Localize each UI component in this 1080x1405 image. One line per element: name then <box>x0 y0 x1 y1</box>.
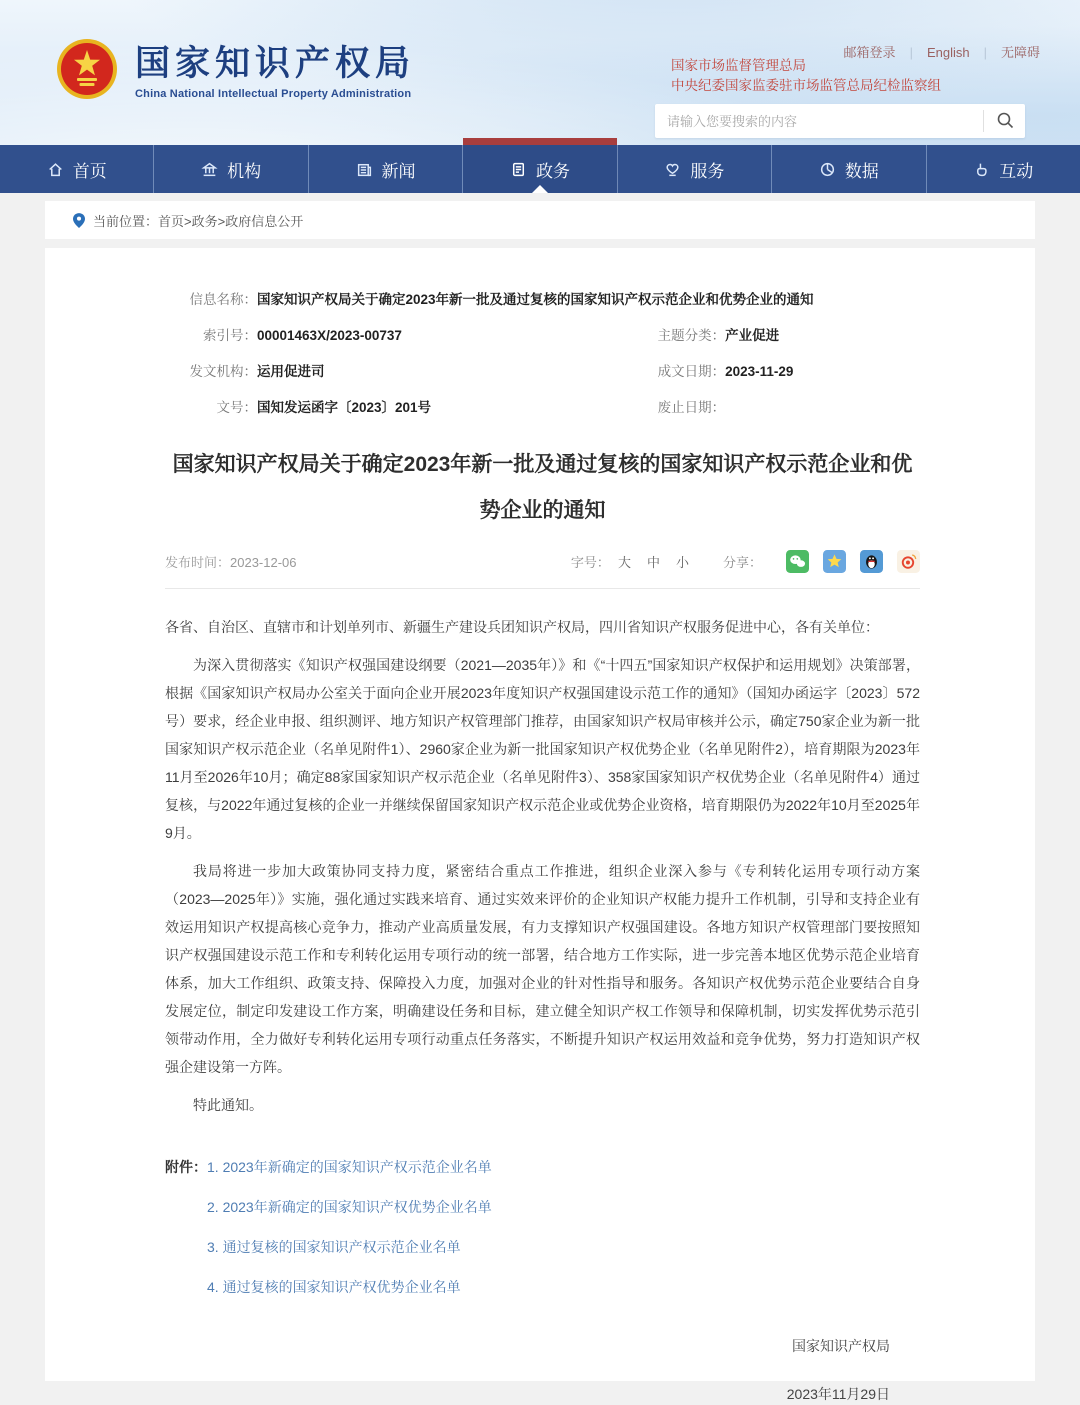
attachment-link-3[interactable]: 3. 通过复核的国家知识产权示范企业名单 <box>207 1239 461 1256</box>
attachments-label: 附件： <box>165 1159 207 1176</box>
nav-label: 政务 <box>535 161 570 181</box>
search-button[interactable] <box>983 110 1025 132</box>
nav-label: 首页 <box>72 161 107 181</box>
info-index-value: 00001463X/2023-00737 <box>257 328 402 343</box>
location-pin-icon <box>73 213 85 228</box>
nav-item-interaction[interactable] <box>927 145 1080 193</box>
attachment-link-4[interactable]: 4. 通过复核的国家知识产权优势企业名单 <box>207 1279 461 1296</box>
article-salutation: 各省、自治区、直辖市和计划单列市、新疆生产建设兵团知识产权局，四川省知识产权服务促进中心，各有关单位： <box>165 619 879 636</box>
related-agency-links <box>671 56 941 96</box>
attachments-block <box>165 1147 920 1307</box>
signature-date: 2023年11月29日 <box>786 1386 890 1403</box>
active-tab-pointer <box>532 185 548 193</box>
nav-label: 机构 <box>227 161 262 181</box>
article-paragraph-2: 我局将进一步加大政策协同支持力度，紧密结合重点工作推进，组织企业深入参与《专利转化运用专项行动方案（2023—2025年）》实施，强化通过实践来培育、通过实效来评价的企业知识产权能力提升工作机制，引导和支持企业有效运用知识产权提高核心竞争力，推动产业高质量发展，有力支撑知识产权强国建设。各地方知识产权管理部门要按照知识产权强国建设示范工作和专利转化运用专项行动的统一部署，结合地方工作实际，进一步完善本地区优势示范企业培育体系，加大工作组织、政策支持、保障投入力度，加强对企业的针对性指导和服务。各知识产权优势示范企业要结合自身发展定位，制定印发建设工作方案，明确建设任务和目标，建立健全知识产权工作领导和保障机制，切实发挥优势示范引领带动作用，全力做好专利转化运用专项行动重点任务落实，不断提升知识产权运用效益和竞争优势，努力打造知识产权强企建设第一方阵。 <box>165 863 920 1076</box>
document-icon <box>510 161 527 178</box>
agency-title-cn: 国家知识产权局 <box>135 43 416 83</box>
info-issuer-value: 运用促进司 <box>257 364 325 379</box>
nav-label: 数据 <box>844 161 879 181</box>
article-paragraph-1: 为深入贯彻落实《知识产权强国建设纲要（2021—2035年）》和《“十四五”国家知识产权保护和运用规划》决策部署，根据《国家知识产权局办公室关于面向企业开展2023年度知识产权强国建设示范工作的通知》（国知办函运字〔2023〕572号）要求，经企业申报、组织测评、地方知识产权管理部门推荐，由国家知识产权局审核并公示，确定750家企业为新一批国家知识产权示范企业（名单见附件1）、2960家企业为新一批国家知识产权优势企业（名单见附件2），培育期限为2023年11月至2026年10月；确定88家国家知识产权示范企业（名单见附件3）、358家国家知识产权优势企业（名单见附件4）通过复核，与2022年通过复核的企业一并继续保留国家知识产权示范企业或优势企业资格，培育期限仍为2022年10月至2025年9月。 <box>165 657 920 842</box>
nav-item-services[interactable] <box>618 145 772 193</box>
info-name-label: 信息名称： <box>189 292 257 307</box>
english-link[interactable]: English <box>926 45 970 60</box>
attachments-list <box>207 1147 492 1307</box>
link-separator: | <box>983 45 987 60</box>
attachment-link-2[interactable]: 2. 2023年新确定的国家知识产权优势企业名单 <box>207 1199 492 1216</box>
search-input[interactable] <box>655 104 983 138</box>
document-info-table <box>165 282 920 426</box>
publish-time-label: 发布时间： <box>165 554 231 570</box>
site-header <box>0 0 1080 145</box>
info-row-name <box>165 282 920 318</box>
info-index-label: 索引号： <box>203 328 257 343</box>
pie-chart-icon <box>819 161 836 178</box>
signature-org: 国家知识产权局 <box>792 1338 890 1355</box>
info-row-4 <box>165 390 920 426</box>
nav-item-news[interactable] <box>309 145 463 193</box>
home-icon <box>47 161 64 178</box>
fontsize-large-button[interactable]: 大 <box>617 554 631 570</box>
qzone-share-icon[interactable] <box>823 550 846 573</box>
info-row-3 <box>165 354 920 390</box>
link-separator: | <box>909 45 913 60</box>
mail-login-link[interactable]: 邮箱登录 <box>843 45 896 60</box>
info-date-label: 成文日期： <box>657 364 726 379</box>
active-tab-red-bar <box>463 138 616 145</box>
nav-item-org[interactable] <box>154 145 308 193</box>
info-topic-label: 主题分类： <box>657 328 726 343</box>
fontsize-medium-button[interactable]: 中 <box>646 554 660 570</box>
agency-title-en: China National Intellectual Property Administration <box>135 87 412 100</box>
info-repeal-label: 废止日期： <box>657 400 726 415</box>
page-title: 国家知识产权局关于确定2023年新一批及通过复核的国家知识产权示范企业和优势企业的通知 <box>172 453 913 522</box>
nav-item-gov-affairs[interactable] <box>463 145 617 193</box>
signature-block <box>165 1335 920 1405</box>
wechat-share-icon[interactable] <box>786 550 809 573</box>
bank-icon <box>201 161 218 178</box>
article-meta-row <box>165 548 920 574</box>
weibo-share-icon[interactable] <box>897 550 920 573</box>
breadcrumb-path[interactable]: 首页>政务>政府信息公开 <box>158 213 304 229</box>
article-closing: 特此通知。 <box>193 1097 263 1114</box>
discipline-inspection-link[interactable]: 中央纪委国家监委驻市场监管总局纪检监察组 <box>671 78 941 93</box>
fontsize-label: 字号： <box>570 554 610 570</box>
breadcrumb-label: 当前位置： <box>93 213 159 229</box>
main-nav <box>0 145 1080 193</box>
national-emblem-icon <box>55 37 119 106</box>
hand-pointer-icon <box>973 161 990 178</box>
nav-label: 新闻 <box>381 161 416 181</box>
publish-time-value: 2023-12-06 <box>230 554 297 570</box>
info-issuer-label: 发文机构： <box>189 364 257 379</box>
nav-label: 互动 <box>999 161 1034 181</box>
info-name-value: 国家知识产权局关于确定2023年新一批及通过复核的国家知识产权示范企业和优势企业的通知 <box>257 292 814 307</box>
info-docno-value: 国知发运函字〔2023〕201号 <box>257 400 432 415</box>
accessibility-link[interactable]: 无障碍 <box>1000 45 1040 60</box>
nav-item-data[interactable] <box>772 145 926 193</box>
info-docno-label: 文号： <box>216 400 257 415</box>
samr-link[interactable]: 国家市场监督管理总局 <box>671 58 806 73</box>
newspaper-icon <box>356 161 373 178</box>
info-topic-value: 产业促进 <box>725 328 780 343</box>
search-icon <box>996 111 1014 132</box>
breadcrumb <box>45 201 1035 239</box>
content-divider <box>165 588 920 589</box>
share-label: 分享： <box>722 554 762 570</box>
qq-share-icon[interactable] <box>860 550 883 573</box>
info-date-value: 2023-11-29 <box>725 364 794 379</box>
search-bar <box>655 104 1025 138</box>
fontsize-small-button[interactable]: 小 <box>675 554 689 570</box>
nav-label: 服务 <box>690 161 725 181</box>
info-row-2 <box>165 318 920 354</box>
nav-item-home[interactable] <box>0 145 154 193</box>
content-card <box>45 248 1035 1403</box>
publish-time <box>165 552 571 571</box>
brand <box>55 37 415 106</box>
attachment-link-1[interactable]: 1. 2023年新确定的国家知识产权示范企业名单 <box>207 1159 492 1176</box>
heart-hand-icon <box>664 161 681 178</box>
article-body <box>165 613 920 1119</box>
